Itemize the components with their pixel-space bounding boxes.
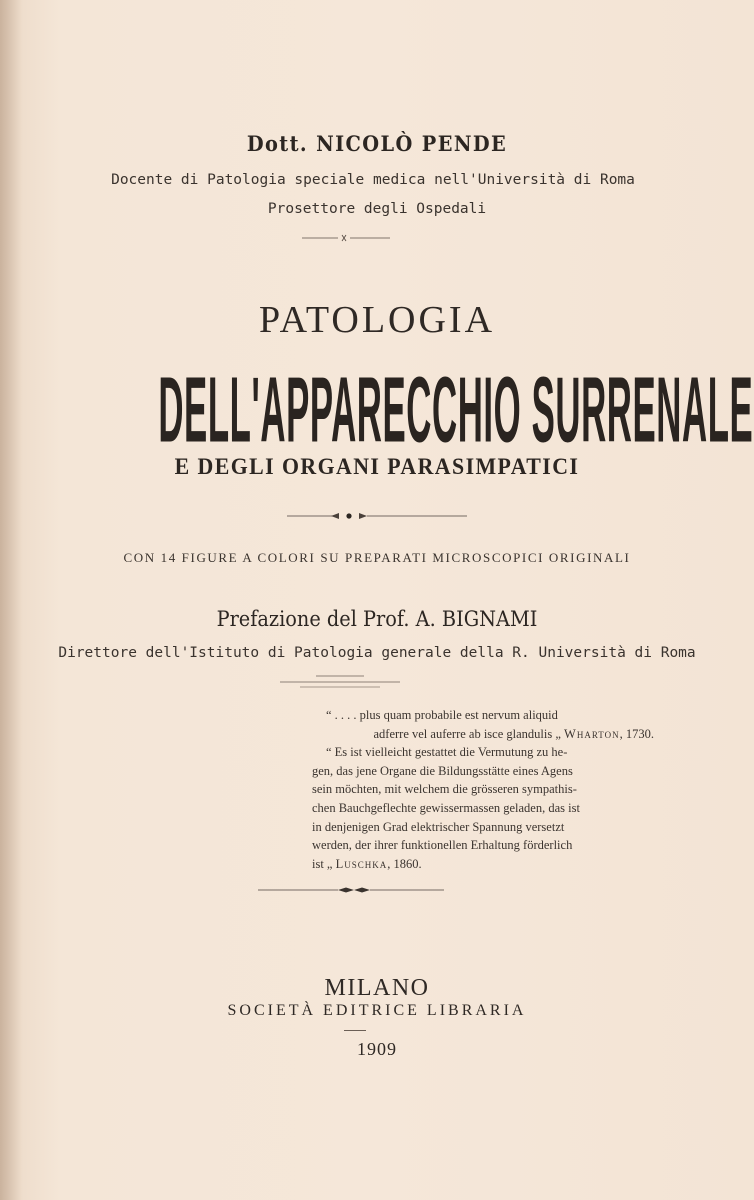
- title-line-2: DELL'APPARECCHIO SURRENALE: [158, 357, 754, 462]
- title-line-3: E DEGLI ORGANI PARASIMPATICI: [174, 454, 580, 479]
- bottom-ornament-rule: [258, 884, 444, 896]
- epigraph-german-line: sein möchten, mit welchem die grösseren sympathis-: [312, 782, 577, 797]
- epigraph-latin-attribution: [312, 725, 654, 744]
- title-line-1: PATOLOGIA: [258, 299, 496, 341]
- epigraph-german-line: ist „: [312, 856, 333, 871]
- epigraph-latin-line: “ . . . . plus quam probabile est nervum aliquid: [326, 708, 558, 722]
- author-name: Dott. NICOLÒ PENDE: [246, 131, 508, 156]
- epigraph-german-line: gen, das jene Organe die Bildungsstätte eines Agens: [312, 763, 573, 778]
- epigraph-german-line: “ Es ist vielleicht gestattet die Vermutung zu he-: [326, 745, 568, 760]
- epigraph-german-year: , 1860.: [387, 856, 422, 871]
- ornament-rule: [287, 510, 467, 522]
- preface-author-role: Direttore dell'Istituto di Patologia generale della R. Università di Roma: [58, 645, 696, 661]
- publication-city: MILANO: [324, 975, 430, 1001]
- epigraph-latin-line: adferre vel auferre ab isce glandulis „: [373, 726, 561, 741]
- year-divider: [344, 1030, 366, 1031]
- author-affiliation-1: Docente di Patologia speciale medica nell'Università di Roma: [111, 172, 635, 188]
- epigraph-german-line: in denjenigen Grad elektrischer Spannung versetzt: [312, 819, 565, 834]
- epigraph-latin-author: Wharton: [564, 726, 620, 741]
- double-rule: [280, 673, 400, 689]
- epigraph-german-author: Luschka: [335, 856, 388, 871]
- epigraph-latin-year: , 1730.: [619, 726, 654, 741]
- epigraph-german-line: chen Bauchgeflechte gewissermassen geladen, das ist: [312, 800, 580, 815]
- publication-year: 1909: [357, 1039, 397, 1059]
- small-ornament-rule: [302, 232, 390, 244]
- epigraph: [312, 706, 654, 873]
- preface-credit: Prefazione del Prof. A. BIGNAMI: [216, 607, 538, 631]
- epigraph-german-line: werden, der ihrer funktionellen Erhaltung förderlich: [312, 838, 573, 853]
- figures-note: CON 14 FIGURE A COLORI SU PREPARATI MICROSCOPICI ORIGINALI: [123, 550, 631, 565]
- epigraph-german-attribution: [312, 855, 654, 874]
- publisher-name: SOCIETÀ EDITRICE LIBRARIA: [227, 1002, 527, 1019]
- author-affiliation-2: Prosettore degli Ospedali: [267, 201, 487, 217]
